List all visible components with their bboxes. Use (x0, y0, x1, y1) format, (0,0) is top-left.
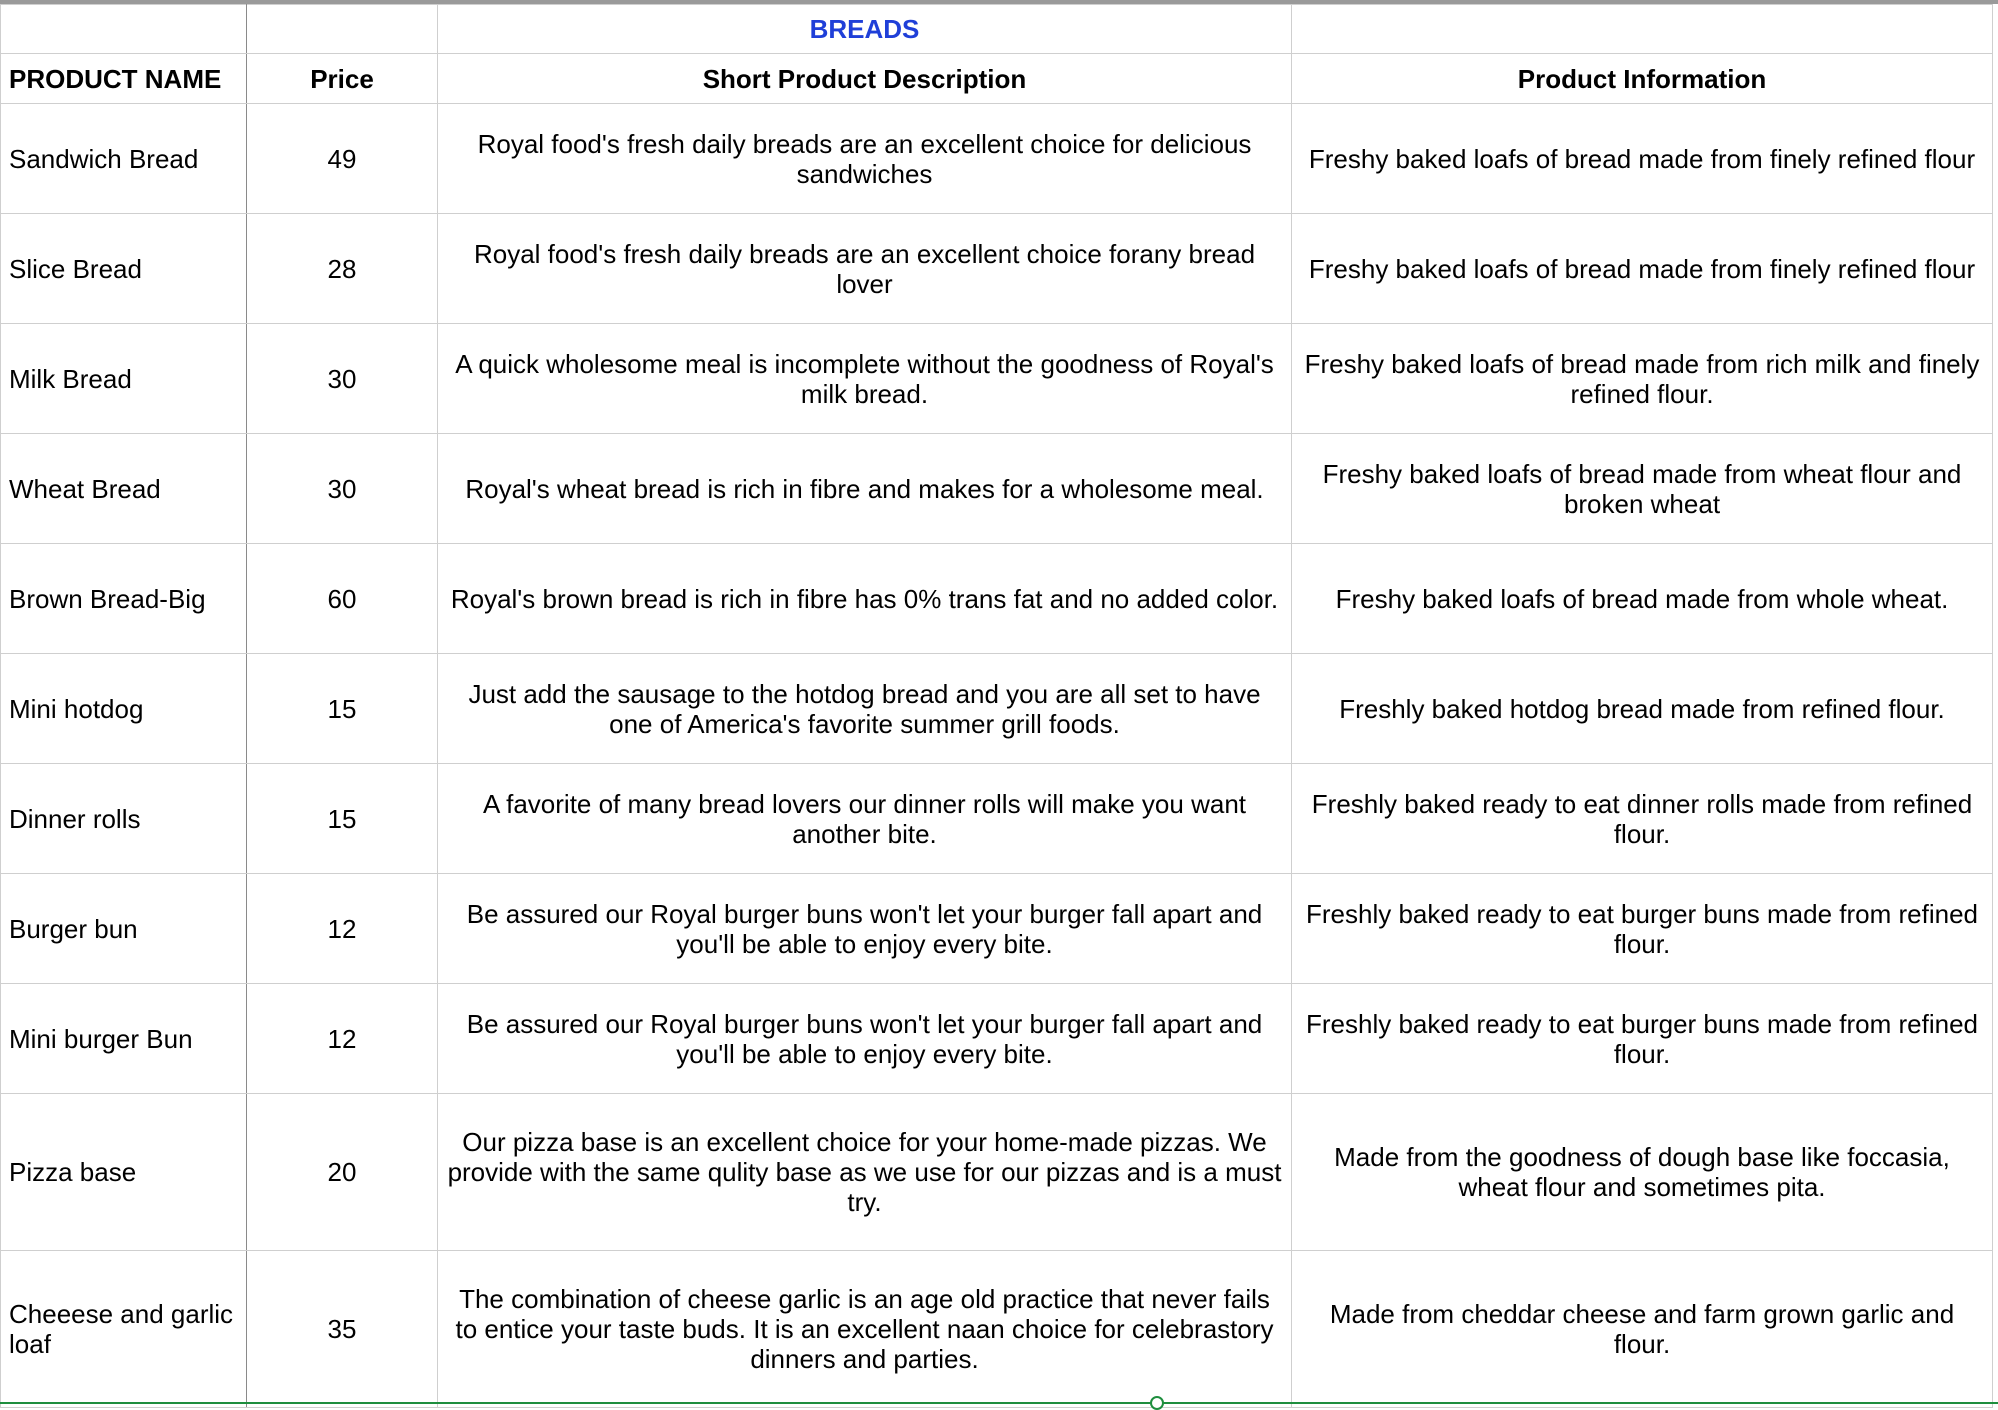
cell-short-description[interactable]: The combination of cheese garlic is an age old practice that never fails to entice your taste buds. It is an excellent naan choice for celebrastory dinners and parties. (438, 1251, 1292, 1408)
cell-short-description[interactable]: Be assured our Royal burger buns won't let your burger fall apart and you'll be able to enjoy every bite. (438, 984, 1292, 1094)
cell-product-information[interactable]: Freshy baked loafs of bread made from rich milk and finely refined flour. (1292, 324, 1993, 434)
table-row (1, 104, 1993, 214)
cell-product-information[interactable]: Freshy baked loafs of bread made from whole wheat. (1292, 544, 1993, 654)
next-column-edge[interactable] (1992, 4, 1998, 1402)
cell-price[interactable]: 12 (247, 874, 438, 984)
cell-title-b[interactable] (247, 5, 438, 54)
table-row (1, 1251, 1993, 1408)
cell-price[interactable]: 28 (247, 214, 438, 324)
cell-price[interactable]: 30 (247, 434, 438, 544)
table-row (1, 874, 1993, 984)
cell-short-description[interactable]: Royal food's fresh daily breads are an excellent choice forany bread lover (438, 214, 1292, 324)
cell-title-d[interactable] (1292, 5, 1993, 54)
cell-title-a[interactable] (1, 5, 247, 54)
selection-border (0, 1402, 1998, 1404)
cell-product-name[interactable]: Brown Bread-Big (1, 544, 247, 654)
spreadsheet-grid (0, 4, 1993, 1408)
cell-product-name[interactable]: Mini burger Bun (1, 984, 247, 1094)
header-price[interactable]: Price (247, 54, 438, 104)
cell-product-name[interactable]: Dinner rolls (1, 764, 247, 874)
cell-product-name[interactable]: Slice Bread (1, 214, 247, 324)
cell-product-information[interactable]: Made from the goodness of dough base like foccasia, wheat flour and sometimes pita. (1292, 1094, 1993, 1251)
cell-price[interactable]: 20 (247, 1094, 438, 1251)
cell-short-description[interactable]: Royal food's fresh daily breads are an excellent choice for delicious sandwiches (438, 104, 1292, 214)
cell-short-description[interactable]: Our pizza base is an excellent choice for your home-made pizzas. We provide with the same qulity base as we use for our pizzas and is a must try. (438, 1094, 1292, 1251)
table-row (1, 764, 1993, 874)
cell-price[interactable]: 15 (247, 654, 438, 764)
cell-product-information[interactable]: Freshy baked loafs of bread made from finely refined flour (1292, 214, 1993, 324)
table-row (1, 324, 1993, 434)
cell-product-information[interactable]: Freshly baked ready to eat burger buns made from refined flour. (1292, 874, 1993, 984)
cell-product-information[interactable]: Made from cheddar cheese and farm grown garlic and flour. (1292, 1251, 1993, 1408)
table-row (1, 434, 1993, 544)
cell-product-name[interactable]: Burger bun (1, 874, 247, 984)
cell-price[interactable]: 35 (247, 1251, 438, 1408)
cell-price[interactable]: 30 (247, 324, 438, 434)
section-title[interactable]: BREADS (438, 5, 1292, 54)
table-row (1, 654, 1993, 764)
header-product-name[interactable]: PRODUCT NAME (1, 54, 247, 104)
cell-product-information[interactable]: Freshly baked ready to eat burger buns made from refined flour. (1292, 984, 1993, 1094)
cell-product-information[interactable]: Freshly baked ready to eat dinner rolls made from refined flour. (1292, 764, 1993, 874)
cell-product-information[interactable]: Freshly baked hotdog bread made from refined flour. (1292, 654, 1993, 764)
cell-short-description[interactable]: Just add the sausage to the hotdog bread and you are all set to have one of America's favorite summer grill foods. (438, 654, 1292, 764)
table-row (1, 544, 1993, 654)
cell-product-name[interactable]: Cheeese and garlic loaf (1, 1251, 247, 1408)
header-row (1, 54, 1993, 104)
header-short-description[interactable]: Short Product Description (438, 54, 1292, 104)
table-row (1, 214, 1993, 324)
cell-short-description[interactable]: A favorite of many bread lovers our dinner rolls will make you want another bite. (438, 764, 1292, 874)
cell-price[interactable]: 12 (247, 984, 438, 1094)
cell-product-information[interactable]: Freshy baked loafs of bread made from finely refined flour (1292, 104, 1993, 214)
cell-product-name[interactable]: Milk Bread (1, 324, 247, 434)
cell-product-information[interactable]: Freshy baked loafs of bread made from wheat flour and broken wheat (1292, 434, 1993, 544)
cell-product-name[interactable]: Wheat Bread (1, 434, 247, 544)
cell-price[interactable]: 15 (247, 764, 438, 874)
title-row (1, 5, 1993, 54)
table-row (1, 1094, 1993, 1251)
cell-price[interactable]: 49 (247, 104, 438, 214)
cell-short-description[interactable]: A quick wholesome meal is incomplete without the goodness of Royal's milk bread. (438, 324, 1292, 434)
cell-short-description[interactable]: Royal's brown bread is rich in fibre has 0% trans fat and no added color. (438, 544, 1292, 654)
table-row (1, 984, 1993, 1094)
cell-product-name[interactable]: Mini hotdog (1, 654, 247, 764)
cell-product-name[interactable]: Pizza base (1, 1094, 247, 1251)
cell-short-description[interactable]: Royal's wheat bread is rich in fibre and makes for a wholesome meal. (438, 434, 1292, 544)
cell-price[interactable]: 60 (247, 544, 438, 654)
cell-product-name[interactable]: Sandwich Bread (1, 104, 247, 214)
header-product-information[interactable]: Product Information (1292, 54, 1993, 104)
cell-short-description[interactable]: Be assured our Royal burger buns won't let your burger fall apart and you'll be able to enjoy every bite. (438, 874, 1292, 984)
